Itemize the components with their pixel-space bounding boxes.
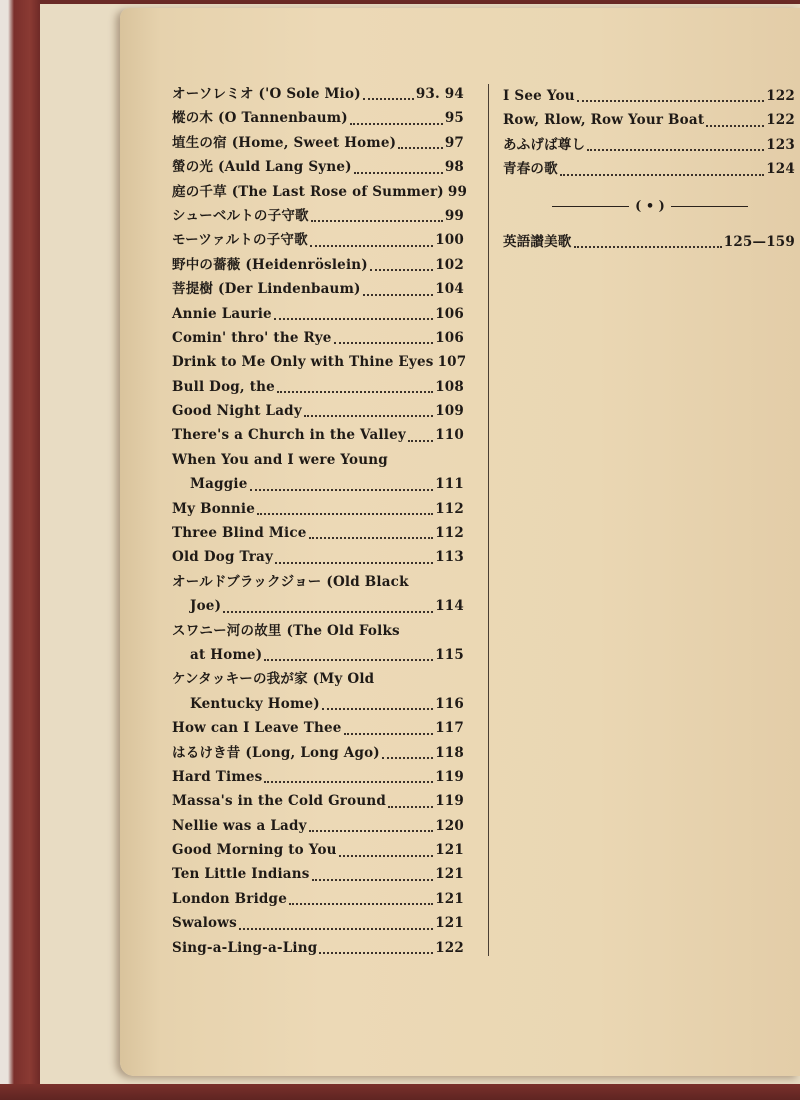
toc-entry-page: 113 [435, 549, 464, 566]
toc-entry-title: Drink to Me Only with Thine Eyes [172, 354, 434, 371]
toc-entry-page: 111 [435, 476, 464, 493]
toc-entry-page: 123 [766, 136, 795, 153]
toc-entry-title: Massa's in the Cold Ground [172, 793, 386, 810]
toc-entry [172, 765, 464, 789]
dot-leader [334, 342, 434, 344]
toc-entry-title: Annie Laurie [172, 305, 272, 322]
toc-entry-title: London Bridge [172, 890, 287, 907]
toc-entry-page: 112 [435, 500, 464, 517]
toc-entry [172, 375, 464, 399]
toc-entry-page: 109 [435, 403, 464, 420]
toc-entry [172, 228, 464, 252]
contents-right-column-lower [503, 230, 795, 254]
toc-entry [503, 230, 795, 254]
toc-entry-title: 野中の薔薇 (Heidenröslein) [172, 256, 368, 273]
toc-entry [172, 521, 464, 545]
dot-leader [408, 440, 433, 442]
dot-leader [370, 269, 433, 271]
toc-entry-page: 119 [435, 793, 464, 810]
toc-entry [503, 157, 795, 181]
toc-entry [172, 692, 464, 716]
toc-entry-page: 99 [447, 183, 468, 200]
dot-leader [223, 611, 433, 613]
ornament-line-right [671, 206, 748, 207]
toc-entry [172, 277, 464, 301]
toc-entry [172, 594, 464, 618]
toc-entry [503, 108, 795, 132]
toc-entry [172, 814, 464, 838]
dot-leader [363, 294, 434, 296]
dot-leader [257, 513, 433, 515]
toc-entry-page: 102 [435, 256, 464, 273]
toc-entry-title: There's a Church in the Valley [172, 427, 406, 444]
toc-entry-title: あふげば尊し [503, 136, 586, 153]
toc-entry [172, 472, 464, 496]
toc-entry-page: 110 [435, 427, 464, 444]
toc-entry-page: 121 [435, 915, 464, 932]
dot-leader [350, 123, 443, 125]
toc-entry-title: はるけき昔 (Long, Long Ago) [172, 744, 380, 761]
ornament-mark: ( • ) [635, 198, 665, 214]
toc-entry-title: Maggie [190, 476, 248, 493]
toc-entry-title: 螢の光 (Auld Lang Syne) [172, 159, 352, 176]
toc-entry-title: My Bonnie [172, 500, 256, 517]
toc-entry-title: 庭の千草 (The Last Rose of Summer) [172, 183, 444, 200]
toc-entry-title: モーツァルトの子守歌 [172, 232, 308, 249]
dot-leader [304, 415, 433, 417]
ornament-line-left [552, 206, 629, 207]
toc-entry [172, 326, 464, 350]
toc-entry-title: ケンタッキーの我が家 (My Old [172, 671, 375, 688]
toc-entry [172, 350, 467, 374]
dot-leader [339, 855, 434, 857]
dot-leader [309, 830, 434, 832]
dot-leader [398, 147, 443, 149]
toc-entry-title: Bull Dog, the [172, 378, 275, 395]
dot-leader [363, 98, 414, 100]
toc-entry-title: I See You [503, 87, 575, 104]
column-divider [488, 84, 489, 956]
toc-entry [172, 716, 464, 740]
toc-entry-page: 125—159 [723, 233, 795, 250]
toc-entry-title: Old Dog Tray [172, 549, 274, 566]
dot-leader [264, 659, 433, 661]
toc-entry [172, 448, 464, 472]
toc-entry-title: Good Morning to You [172, 842, 337, 859]
dot-leader [354, 172, 443, 174]
toc-entry [172, 789, 464, 813]
dot-leader [574, 246, 722, 248]
dot-leader [309, 537, 434, 539]
toc-entry [172, 155, 464, 179]
dot-leader [560, 174, 764, 176]
dot-leader [289, 903, 433, 905]
toc-entry-title: How can I Leave Thee [172, 720, 342, 737]
toc-entry-page: 121 [435, 842, 464, 859]
toc-entry-page: 121 [435, 866, 464, 883]
toc-entry [172, 863, 464, 887]
toc-entry-title: 英語讃美歌 [503, 233, 572, 250]
toc-entry-title: 青春の歌 [503, 161, 558, 178]
dot-leader [388, 806, 433, 808]
toc-entry [172, 911, 464, 935]
toc-entry [172, 131, 464, 155]
dot-leader [312, 879, 434, 881]
toc-entry-page: 124 [766, 161, 795, 178]
dot-leader [319, 952, 433, 954]
section-ornament [552, 194, 748, 218]
toc-entry-title: スワニー河の故里 (The Old Folks [172, 622, 400, 639]
toc-entry-page: 114 [435, 598, 464, 615]
toc-entry-title: Three Blind Mice [172, 525, 307, 542]
toc-entry-page: 118 [435, 744, 464, 761]
dot-leader [322, 708, 433, 710]
toc-entry [172, 106, 464, 130]
toc-entry-page: 119 [435, 768, 464, 785]
dot-leader [275, 562, 433, 564]
toc-entry-page: 112 [435, 525, 464, 542]
toc-entry-page: 116 [435, 695, 464, 712]
dot-leader [311, 220, 443, 222]
toc-entry-page: 108 [435, 378, 464, 395]
dot-leader [382, 757, 433, 759]
toc-entry [503, 133, 795, 157]
dot-leader [310, 245, 433, 247]
dot-leader [250, 489, 434, 491]
book-spine [0, 0, 40, 1100]
toc-entry-page: 122 [435, 939, 464, 956]
toc-entry-page: 100 [435, 232, 464, 249]
toc-entry-page: 104 [435, 281, 464, 298]
dot-leader [277, 391, 433, 393]
toc-entry [172, 643, 464, 667]
toc-entry [172, 399, 464, 423]
toc-entry-title: 樅の木 (O Tannenbaum) [172, 110, 348, 127]
toc-entry [172, 180, 468, 204]
toc-entry [172, 253, 464, 277]
toc-entry [172, 741, 464, 765]
toc-entry [172, 497, 464, 521]
dot-leader [344, 733, 434, 735]
dot-leader [264, 781, 433, 783]
toc-entry-page: 117 [435, 720, 464, 737]
toc-entry-page: 122 [766, 87, 795, 104]
toc-entry-title: 菩提樹 (Der Lindenbaum) [172, 281, 361, 298]
toc-entry-page: 120 [435, 817, 464, 834]
toc-entry [172, 936, 464, 960]
toc-entry-page: 106 [435, 305, 464, 322]
toc-entry-title: Good Night Lady [172, 403, 302, 420]
toc-entry-title: Comin' thro' the Rye [172, 329, 332, 346]
toc-entry-title: Row, Rlow, Row Your Boat [503, 112, 705, 129]
contents-right-column [503, 84, 795, 182]
dot-leader [587, 149, 764, 151]
toc-entry [172, 667, 464, 691]
toc-entry [503, 84, 795, 108]
toc-entry [172, 423, 464, 447]
contents-left-column [172, 82, 468, 960]
toc-entry-title: Kentucky Home) [190, 695, 320, 712]
toc-entry-page: 115 [435, 646, 464, 663]
dot-leader [577, 100, 764, 102]
toc-entry [172, 838, 464, 862]
toc-entry [172, 82, 464, 106]
toc-entry-page: 97 [444, 134, 464, 151]
dot-leader [239, 928, 433, 930]
toc-entry-page: 95 [444, 110, 464, 127]
toc-entry-title: When You and I were Young [172, 451, 388, 468]
toc-entry-title: シューベルトの子守歌 [172, 207, 309, 224]
toc-entry-title: Swalows [172, 915, 237, 932]
toc-entry-title: Nellie was a Lady [172, 817, 307, 834]
toc-entry-page: 106 [435, 329, 464, 346]
toc-entry-title: Ten Little Indians [172, 866, 310, 883]
toc-entry [172, 204, 464, 228]
toc-entry-title: Hard Times [172, 768, 263, 785]
toc-entry-title: Sing-a-Ling-a-Ling [172, 939, 318, 956]
toc-entry-page: 93. 94 [415, 85, 464, 102]
toc-entry-title: 埴生の宿 (Home, Sweet Home) [172, 134, 397, 151]
toc-entry [172, 619, 464, 643]
toc-entry-title: オーソレミオ ('O Sole Mio) [172, 85, 361, 102]
toc-entry-page: 121 [435, 890, 464, 907]
toc-entry-page: 99 [444, 207, 464, 224]
toc-entry-page: 107 [437, 354, 467, 371]
toc-entry-title: at Home) [190, 646, 263, 663]
toc-entry-title: オールドブラックジョー (Old Black [172, 573, 409, 590]
toc-entry [172, 570, 464, 594]
toc-entry-title: Joe) [190, 598, 222, 615]
toc-entry [172, 545, 464, 569]
toc-entry-page: 122 [766, 112, 795, 129]
toc-entry [172, 887, 464, 911]
toc-entry [172, 302, 464, 326]
dot-leader [706, 125, 764, 127]
dot-leader [274, 318, 433, 320]
book-cover-bottom-edge [0, 1084, 800, 1100]
toc-entry-page: 98 [444, 159, 464, 176]
